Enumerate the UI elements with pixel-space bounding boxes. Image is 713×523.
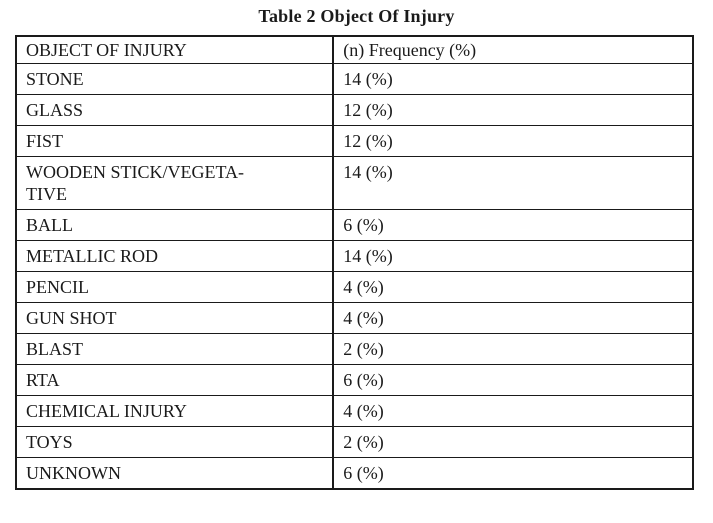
table-row xyxy=(16,365,693,396)
table-row xyxy=(16,272,693,303)
object-cell: FIST xyxy=(16,126,333,157)
frequency-cell: 12 (%) xyxy=(333,126,693,157)
frequency-cell: 14 (%) xyxy=(333,157,693,210)
table-row xyxy=(16,427,693,458)
table-row xyxy=(16,95,693,126)
frequency-cell: 12 (%) xyxy=(333,95,693,126)
frequency-cell: 2 (%) xyxy=(333,334,693,365)
table-row xyxy=(16,157,693,210)
frequency-cell: 6 (%) xyxy=(333,210,693,241)
table-row xyxy=(16,241,693,272)
object-cell: METALLIC ROD xyxy=(16,241,333,272)
frequency-cell: 2 (%) xyxy=(333,427,693,458)
header-object: OBJECT OF INJURY xyxy=(16,36,333,64)
frequency-cell: 14 (%) xyxy=(333,241,693,272)
frequency-cell: 4 (%) xyxy=(333,396,693,427)
frequency-cell: 6 (%) xyxy=(333,365,693,396)
frequency-cell: 4 (%) xyxy=(333,272,693,303)
object-cell: BLAST xyxy=(16,334,333,365)
table-row xyxy=(16,64,693,95)
object-cell: PENCIL xyxy=(16,272,333,303)
object-cell: UNKNOWN xyxy=(16,458,333,490)
object-cell: CHEMICAL INJURY xyxy=(16,396,333,427)
table-row xyxy=(16,334,693,365)
frequency-cell: 14 (%) xyxy=(333,64,693,95)
table-row xyxy=(16,458,693,490)
header-frequency: (n) Frequency (%) xyxy=(333,36,693,64)
table-caption: Table 2 Object Of Injury xyxy=(258,6,455,26)
object-cell: STONE xyxy=(16,64,333,95)
table-row xyxy=(16,126,693,157)
table-row xyxy=(16,396,693,427)
object-cell: GUN SHOT xyxy=(16,303,333,334)
frequency-cell: 4 (%) xyxy=(333,303,693,334)
object-cell: GLASS xyxy=(16,95,333,126)
table-header-row xyxy=(16,36,693,64)
object-cell: TOYS xyxy=(16,427,333,458)
object-cell: RTA xyxy=(16,365,333,396)
table-row xyxy=(16,210,693,241)
object-cell: BALL xyxy=(16,210,333,241)
object-cell: WOODEN STICK/VEGETA- TIVE xyxy=(16,157,333,210)
injury-table xyxy=(15,35,694,490)
table-row xyxy=(16,303,693,334)
frequency-cell: 6 (%) xyxy=(333,458,693,490)
